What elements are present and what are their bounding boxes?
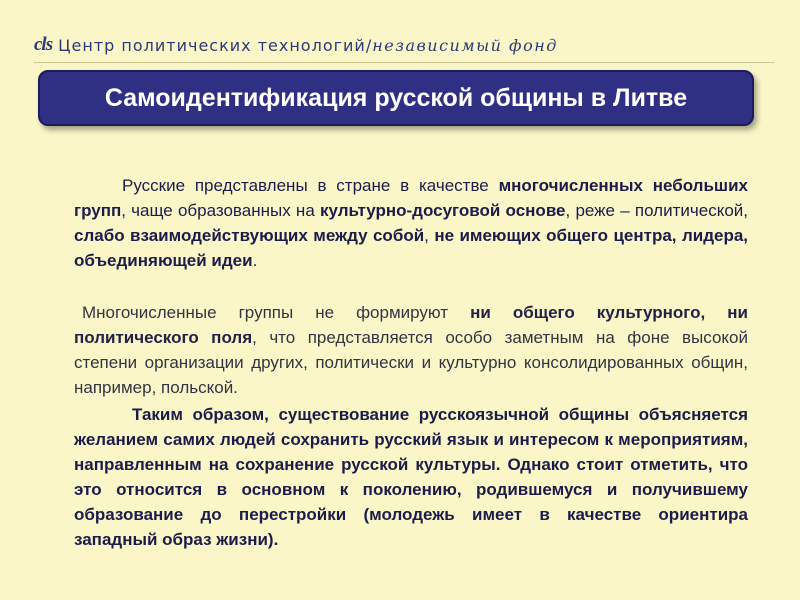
p2-bold-1: ни общего культурного, ни политического поля <box>74 303 748 347</box>
p1-bold-1: многочисленных небольших групп <box>74 176 749 220</box>
p1-text-5: . <box>252 251 258 270</box>
paragraph-1 <box>74 173 748 273</box>
p1-bold-2: культурно-досуговой основе <box>320 201 566 220</box>
paragraph-2 <box>74 300 748 400</box>
p1-text-1: Русские представлены в стране в качестве <box>122 176 499 195</box>
p1-text-4: , <box>424 226 435 245</box>
slide-title: Самоидентификация русской общины в Литве <box>104 83 688 112</box>
logo-icon: cls <box>34 34 53 55</box>
p1-text-3: , реже – политической, <box>565 201 748 220</box>
p1-bold-3: слабо взаимодействующих между собой <box>74 226 425 245</box>
p2-text-2: , что представляется особо заметным на фоне высокой степени организации других, политически и культурно консолидированных общин, например, польской. <box>74 328 748 397</box>
p2-text-1: Многочисленные группы не формируют <box>82 303 471 322</box>
header-separator: / <box>365 35 373 55</box>
paragraph-3: Таким образом, существование русскоязычной общины объясняется желанием самих людей сохранить русский язык и интересом к мероприятиям, направленным на сохранение русской культуры. Однако стоит отметить, что это относится в основном к поколению, родившемуся и получившему образование до перестройки (молодежь имеет в качестве ориентира западный образ жизни). <box>74 405 748 549</box>
header-divider <box>34 62 774 63</box>
header-org-name: Центр политических технологий <box>58 35 366 55</box>
p1-text-2: , чаще образованных на <box>121 201 320 220</box>
header-subtitle: независимый фонд <box>372 35 558 55</box>
title-banner <box>38 70 754 126</box>
p1-bold-4: не имеющих общего центра, лидера, объединяющей идеи <box>74 226 748 270</box>
header <box>34 32 734 58</box>
